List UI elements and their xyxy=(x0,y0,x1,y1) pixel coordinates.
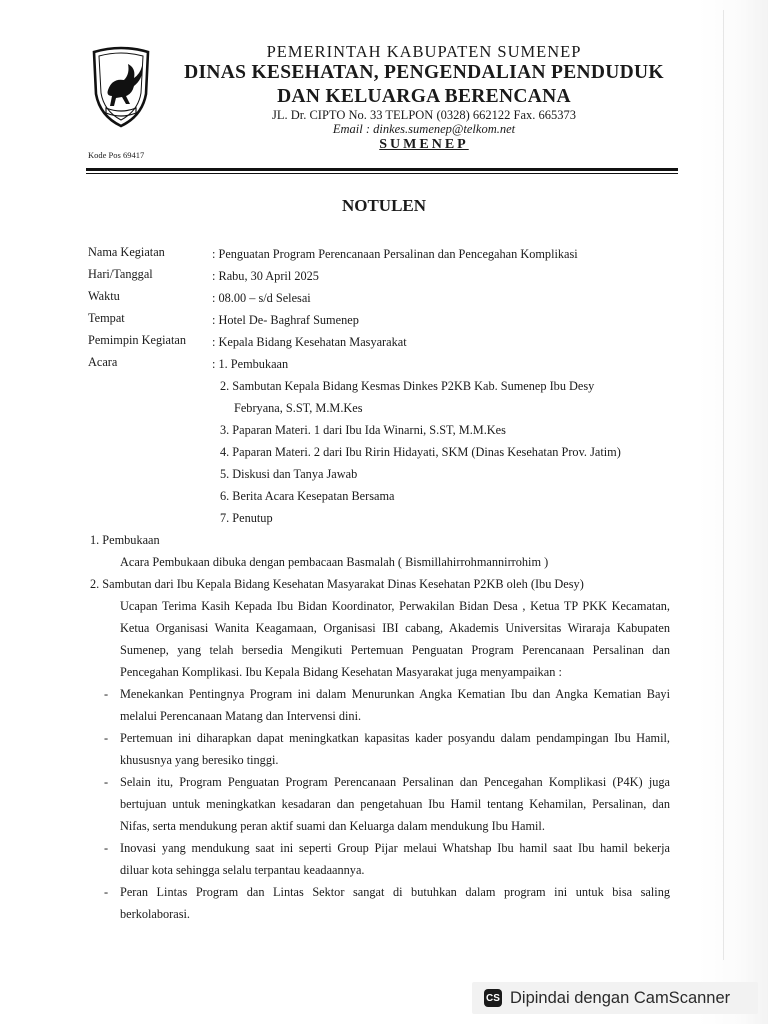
bullet-dash: - xyxy=(104,885,109,899)
header-government: PEMERINTAH KABUPATEN SUMENEP xyxy=(266,42,582,61)
section-2-heading: 2. Sambutan dari Ibu Kepala Bidang Kesehatan Masyarakat Dinas Kesehatan P2KB oleh (Ibu Desy) xyxy=(90,577,584,591)
bullet-text-line: bertujuan untuk meningkatkan kesadaran dan pengetahuan Ibu Hamil tentang Kehamilan, Persalinan, dan xyxy=(120,797,670,811)
section-2-para-line: Ketua Organisasi Wanita Keagamaan, Organisasi IBI cabang, Akademis Universitas Wiraraja Kabupaten xyxy=(120,621,670,635)
field-label-pemimpin: Pemimpin Kegiatan xyxy=(88,333,187,347)
header-city: SUMENEP xyxy=(379,137,469,152)
field-value-pemimpin: : Kepala Bidang Kesehatan Masyarakat xyxy=(212,335,407,349)
field-label-waktu: Waktu xyxy=(88,289,120,303)
header-address: JL. Dr. CIPTO No. 33 TELPON (0328) 662122 Fax. 665373 xyxy=(271,108,577,122)
postal-code: Kode Pos 69417 xyxy=(88,150,145,160)
bullet-dash: - xyxy=(104,775,109,789)
header-email: Email : dinkes.sumenep@telkom.net xyxy=(332,122,516,136)
header-agency-line2: DAN KELUARGA BERENCANA xyxy=(277,86,571,107)
bullet-text-line: Selain itu, Program Penguatan Program Perencanaan Persalinan dan Pencegahan Komplikasi (P4K) juga xyxy=(120,775,670,789)
bullet-dash: - xyxy=(104,731,109,745)
section-2-para-line: Pencegahan Komplikasi. Ibu Kepala Bidang Kesehatan Masyarakat juga menyampaikan : xyxy=(120,665,562,679)
bullet-text-line: diluar kota sehingga selalu terpantau keadaannya. xyxy=(120,863,365,877)
camscanner-watermark xyxy=(472,982,758,1014)
section-1-text: Acara Pembukaan dibuka dengan pembacaan Basmalah ( Bismillahirrohmannirrohim ) xyxy=(120,555,549,569)
letterhead-rule-thin xyxy=(86,173,678,174)
bullet-text-line: khususnya yang beresiko tinggi. xyxy=(120,753,279,767)
agenda-item: 5. Diskusi dan Tanya Jawab xyxy=(220,467,358,481)
section-1-heading: 1. Pembukaan xyxy=(90,533,160,547)
bullet-text-line: Nifas, serta mendukung peran aktif suami dan Keluarga dalam mendukung Ibu Hamil. xyxy=(120,819,545,833)
field-value-nama-kegiatan: : Penguatan Program Perencanaan Persalinan dan Pencegahan Komplikasi xyxy=(212,247,578,261)
camscanner-icon: CS xyxy=(484,989,502,1007)
letterhead-rule-thick xyxy=(86,168,678,171)
page-edge-shadow xyxy=(698,0,768,1024)
field-label-acara: Acara xyxy=(88,355,118,369)
agenda-item-cont: Febryana, S.ST, M.M.Kes xyxy=(234,401,363,415)
field-label-hari-tanggal: Hari/Tanggal xyxy=(88,267,153,281)
bullet-text-line: Peran Lintas Program dan Lintas Sektor sangat di butuhkan dalam program ini untuk bisa saling xyxy=(120,885,670,899)
bullet-text-line: melalui Perencanaan Matang dan Intervensi dini. xyxy=(120,709,362,723)
header-agency-line1: DINAS KESEHATAN, PENGENDALIAN PENDUDUK xyxy=(184,62,664,83)
field-value-tempat: : Hotel De- Baghraf Sumenep xyxy=(212,313,359,327)
section-2-para-line: Ucapan Terima Kasih Kepada Ibu Bidan Koordinator, Perwakilan Bidan Desa , Ketua TP PKK Kecamatan, xyxy=(120,599,670,613)
document-title: NOTULEN xyxy=(341,196,427,215)
bullet-text-line: Pertemuan ini diharapkan dapat meningkatkan kapasitas kader posyandu dalam pendampingan Ibu Hamil, xyxy=(120,731,670,745)
field-value-acara: : 1. Pembukaan xyxy=(212,357,289,371)
bullet-dash: - xyxy=(104,841,109,855)
bullet-text-line: Inovasi yang mendukung saat ini seperti Group Pijar melaui Whatshap Ibu hamil saat Ibu hamil bekerja xyxy=(120,841,670,855)
bullet-dash: - xyxy=(104,687,109,701)
bullet-text-line: Menekankan Pentingnya Program ini dalam Menurunkan Angka Kematian Ibu dan Angka Kematian Bayi xyxy=(120,687,670,701)
camscanner-text: Dipindai dengan CamScanner xyxy=(510,988,731,1007)
field-value-waktu: : 08.00 – s/d Selesai xyxy=(212,291,311,305)
agenda-item: 7. Penutup xyxy=(220,511,273,525)
agenda-item: 3. Paparan Materi. 1 dari Ibu Ida Winarni, S.ST, M.M.Kes xyxy=(220,423,506,437)
bullet-text-line: berkolaborasi. xyxy=(120,907,190,921)
agenda-item: 6. Berita Acara Kesepatan Bersama xyxy=(220,489,395,503)
agenda-item: 4. Paparan Materi. 2 dari Ibu Ririn Hidayati, SKM (Dinas Kesehatan Prov. Jatim) xyxy=(220,445,621,459)
section-2-para-line: Sumenep, yang telah bersedia Mengikuti Pertemuan Penguatan Program Perencanaan Persalinan dan xyxy=(120,643,670,657)
field-value-hari-tanggal: : Rabu, 30 April 2025 xyxy=(212,269,319,283)
agenda-item: 2. Sambutan Kepala Bidang Kesmas Dinkes P2KB Kab. Sumenep Ibu Desy xyxy=(220,379,595,393)
field-label-tempat: Tempat xyxy=(88,311,125,325)
field-label-nama-kegiatan: Nama Kegiatan xyxy=(88,245,165,259)
